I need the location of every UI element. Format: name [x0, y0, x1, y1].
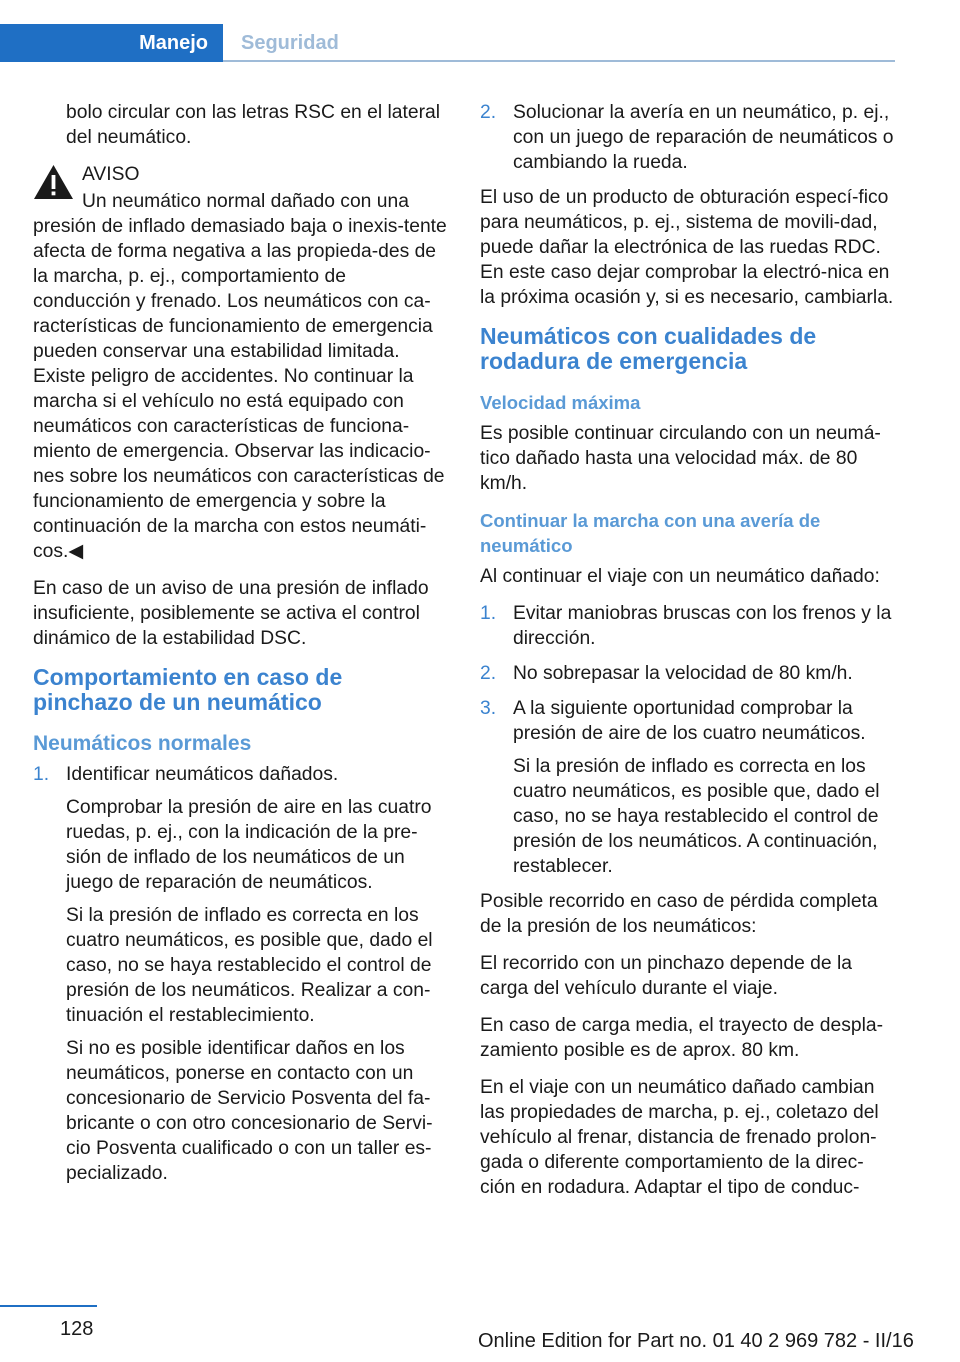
step-text: No sobrepasar la velocidad de 80 km/h.: [513, 663, 853, 684]
step-text: Solucionar la avería en un neumático, p. ej., con un juego de reparación de neumáticos o cambiando la rueda.: [513, 102, 894, 173]
header-tabs: [0, 0, 960, 62]
list-item: [480, 601, 895, 651]
warning-triangle-icon: [33, 164, 74, 200]
tab-manejo[interactable]: Manejo: [0, 24, 223, 62]
footer-divider: [0, 1305, 97, 1307]
range-paragraph: En el viaje con un neumático dañado cambian las propiedades de marcha, p. ej., coletazo del vehículo al frenar, distancia de frenado prolon‐gada o diferente comportamiento de la direc‐ción en rodadura. Adaptar el tipo de conduc‐: [480, 1077, 879, 1198]
subheading-neumaticos-normales: Neumáticos normales: [33, 732, 252, 755]
step-paragraph: Comprobar la presión de aire en las cuatro ruedas, p. ej., con la indicación de la pre‐sión de inflado de los neumáticos de un juego de reparación de neumáticos.: [66, 797, 432, 893]
step-number: 3.: [480, 698, 497, 719]
step-paragraph: Si la presión de inflado es correcta en los cuatro neumáticos, es posible que, dado el caso, no se haya restablecido el control de presión de los neumáticos. Realizar a con‐tinuación el restablecimiento.: [66, 905, 433, 1026]
warning-lead: Un neumático normal dañado con una: [82, 191, 409, 212]
range-paragraph: En caso de carga media, el trayecto de despla‐zamiento posible es de aprox. 80 km.: [480, 1015, 883, 1061]
right-column: [480, 100, 895, 1212]
left-column: [33, 100, 448, 1196]
continue-intro: Al continuar el viaje con un neumático dañado:: [480, 566, 880, 587]
intro-paragraph: bolo circular con las letras RSC en el lateral del neumático.: [66, 102, 441, 148]
sealant-paragraph: El uso de un producto de obturación especí‐fico para neumáticos, p. ej., sistema de movili‐dad, puede dañar la electrónica de las ruedas RDC. En este caso dejar comprobar la electró‐nica en la próxima ocasión y, si es necesario, cambiarla.: [480, 187, 894, 308]
tab-seguridad[interactable]: Seguridad: [241, 32, 339, 54]
step-number: 2.: [480, 663, 497, 684]
steps-list-continued: [480, 100, 895, 175]
continue-steps-list: [480, 601, 895, 879]
warning-title: AVISO: [82, 164, 140, 185]
step-paragraph: Si no es posible identificar daños en los neumáticos, ponerse en contacto con un concesionario de Servicio Posventa del fa‐bricante o con otro concesionario de Servi‐cio Posventa cualificado o con un taller es‐pecializado.: [66, 1038, 433, 1184]
list-item: [480, 100, 895, 175]
section-heading-pinchazo: Comportamiento en caso de pinchazo de un neumático: [33, 664, 343, 715]
step-paragraph: Si la presión de inflado es correcta en los cuatro neumáticos, es posible que, dado el caso, no se haya restablecido el control de presión de los neumáticos. A continuación, restablecer.: [513, 756, 880, 877]
edition-note: Online Edition for Part no. 01 40 2 969 782 - II/16: [478, 1330, 914, 1352]
warning-block: [33, 162, 448, 214]
range-paragraph: El recorrido con un pinchazo depende de la carga del vehículo durante el viaje.: [480, 953, 852, 999]
step-text: Evitar maniobras bruscas con los frenos y la dirección.: [513, 603, 892, 649]
step-title: Identificar neumáticos dañados.: [66, 764, 339, 785]
list-item: [33, 762, 448, 1186]
subheading-velocidad-maxima: Velocidad máxima: [480, 392, 641, 413]
steps-list: [33, 762, 448, 1186]
step-text: A la siguiente oportunidad comprobar la presión de aire de los cuatro neumáticos.: [513, 698, 866, 744]
dsc-paragraph: En caso de un aviso de una presión de inflado insuficiente, posiblemente se activa el control dinámico de la estabilidad DSC.: [33, 578, 429, 649]
speed-paragraph: Es posible continuar circulando con un neumá‐tico dañado hasta una velocidad máx. de 80 km/h.: [480, 423, 881, 494]
list-item: [480, 696, 895, 879]
step-number: 2.: [480, 102, 497, 123]
list-item: [480, 661, 895, 686]
range-paragraph: Posible recorrido en caso de pérdida completa de la presión de los neumáticos:: [480, 891, 878, 937]
header-divider: [223, 60, 895, 62]
page-number: 128: [60, 1318, 94, 1340]
subheading-continuar-marcha: Continuar la marcha con una avería de neumático: [480, 510, 821, 556]
step-number: 1.: [480, 603, 497, 624]
step-number: 1.: [33, 764, 50, 785]
section-heading-run-flat: Neumáticos con cualidades de rodadura de emergencia: [480, 323, 817, 374]
warning-body: presión de inflado demasiado baja o inexis‐tente afecta de forma negativa a las propieda‐des de la marcha, p. ej., comportamiento de conducción y frenado. Los neumáticos con ca‐racterísticas de funcionamiento de emergencia pueden conservar una estabilidad limitada. Existe peligro de accidentes. No continuar la marcha si el vehículo no está equipado con neumáticos con características de funciona‐miento de emergencia. Observar las indicacio‐nes sobre los neumáticos con características de funcionamiento de emergencia y sobre la continuación de la marcha con estos neumáti‐cos.◀: [33, 216, 447, 562]
